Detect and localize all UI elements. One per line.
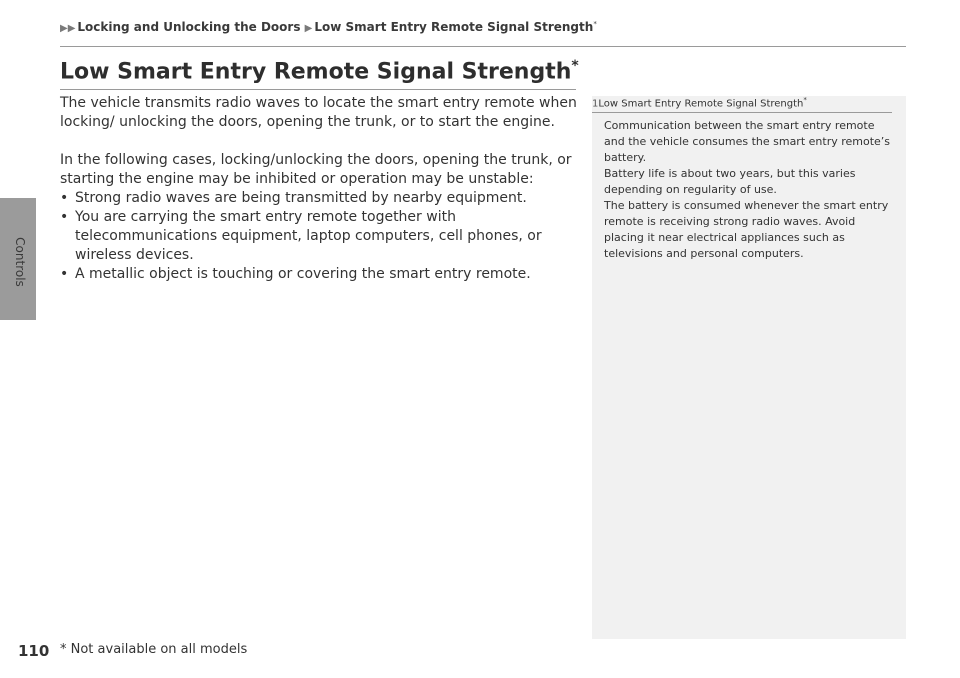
cases-paragraph: In the following cases, locking/unlocking the doors, opening the trunk, or starting the engine may be inhibited or operation may be unstable: — [60, 152, 572, 187]
side-note-paragraph: Communication between the smart entry remote and the vehicle consumes the smart entry remote’s battery. — [604, 119, 891, 164]
main-content — [60, 94, 580, 284]
breadcrumb-arrow-icon: ▶▶ — [60, 23, 76, 34]
breadcrumb — [60, 20, 597, 34]
section-tab-label: Controls — [13, 237, 27, 287]
list-item: • You are carrying the smart entry remote together with telecommunications equipment, laptop computers, cell phones, or wireless devices. — [60, 208, 580, 265]
page-title-text: Low Smart Entry Remote Signal Strength — [60, 59, 572, 85]
header-divider — [60, 46, 906, 47]
page-number: 110 — [18, 642, 50, 660]
page-title — [60, 58, 579, 84]
breadcrumb-asterisk: * — [593, 20, 597, 28]
side-note-title: Low Smart Entry Remote Signal Strength — [598, 98, 804, 110]
title-asterisk: * — [571, 58, 579, 74]
side-note-body — [604, 118, 894, 262]
reference-icon: 1 — [592, 98, 599, 110]
title-divider — [60, 89, 576, 90]
side-note-paragraph: Battery life is about two years, but this varies depending on regularity of use. — [604, 167, 856, 196]
footnote: * Not available on all models — [60, 642, 248, 657]
side-note-asterisk: * — [803, 96, 807, 104]
side-note-heading — [592, 96, 892, 113]
cases-list — [60, 189, 580, 284]
intro-paragraph: The vehicle transmits radio waves to locate the smart entry remote when locking/ unlocking the doors, opening the trunk, or to start the engine. — [60, 95, 577, 130]
side-note-paragraph: The battery is consumed whenever the smart entry remote is receiving strong radio waves. Avoid placing it near electrical appliances such as televisions and personal computers. — [604, 199, 889, 260]
list-item: • A metallic object is touching or covering the smart entry remote. — [60, 265, 580, 284]
breadcrumb-item-locking[interactable]: Locking and Unlocking the Doors — [77, 20, 301, 34]
breadcrumb-item-signal[interactable]: Low Smart Entry Remote Signal Strength — [314, 20, 594, 34]
breadcrumb-arrow-icon: ▶ — [304, 23, 313, 34]
list-item: • Strong radio waves are being transmitted by nearby equipment. — [60, 189, 580, 208]
side-note-box — [592, 96, 906, 639]
